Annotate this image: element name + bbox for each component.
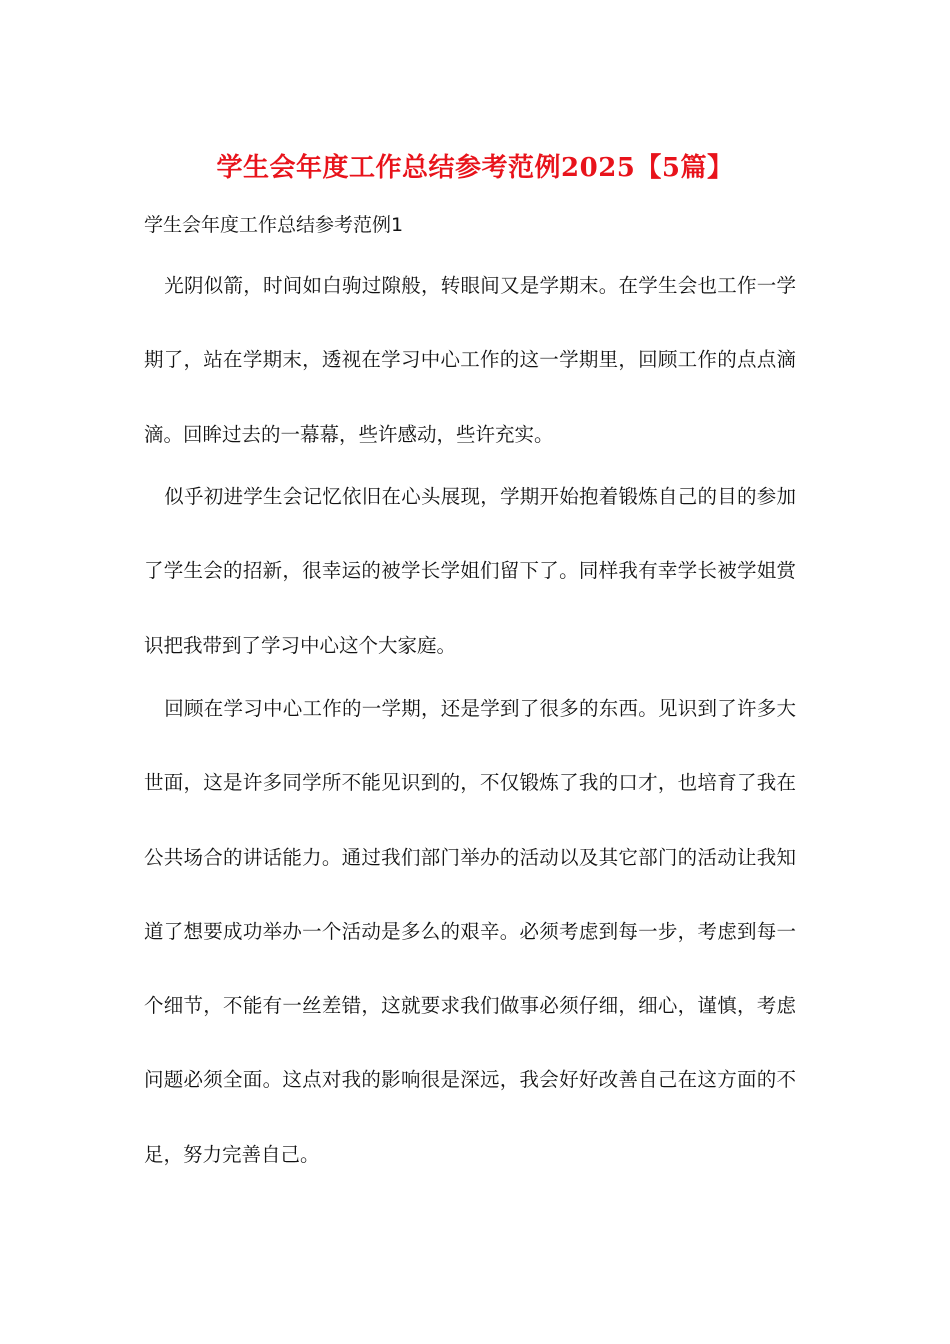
section-heading: 学生会年度工作总结参考范例1 [144, 214, 404, 236]
paragraph-1 [144, 249, 796, 472]
paragraph-text: 似乎初进学生会记忆依旧在心头展现，学期开始抱着锻炼自己的目的参加了学生会的招新，很幸运的被学长学姐们留下了。同样我有幸学长被学姐赏识把我带到了学习中心这个大家庭。 [144, 485, 796, 657]
paragraph-3 [144, 672, 796, 1192]
paragraph-text: 光阴似箭，时间如白驹过隙般，转眼间又是学期末。在学生会也工作一学期了，站在学期末，透视在学习中心工作的这一学期里，回顾工作的点点滴滴。回眸过去的一幕幕，些许感动，些许充实。 [144, 274, 796, 446]
document-title: 学生会年度工作总结参考范例2025【5篇】 [216, 153, 734, 183]
paragraph-text: 回顾在学习中心工作的一学期，还是学到了很多的东西。见识到了许多大世面，这是许多同学所不能见识到的，不仅锻炼了我的口才，也培育了我在公共场合的讲话能力。通过我们部门举办的活动以及其它部门的活动让我知道了想要成功举办一个活动是多么的艰辛。必须考虑到每一步，考虑到每一个细节，不能有一丝差错，这就要求我们做事必须仔细，细心，谨慎，考虑问题必须全面。这点对我的影响很是深远，我会好好改善自己在这方面的不足，努力完善自己。 [144, 697, 796, 1166]
paragraph-2 [144, 460, 796, 683]
